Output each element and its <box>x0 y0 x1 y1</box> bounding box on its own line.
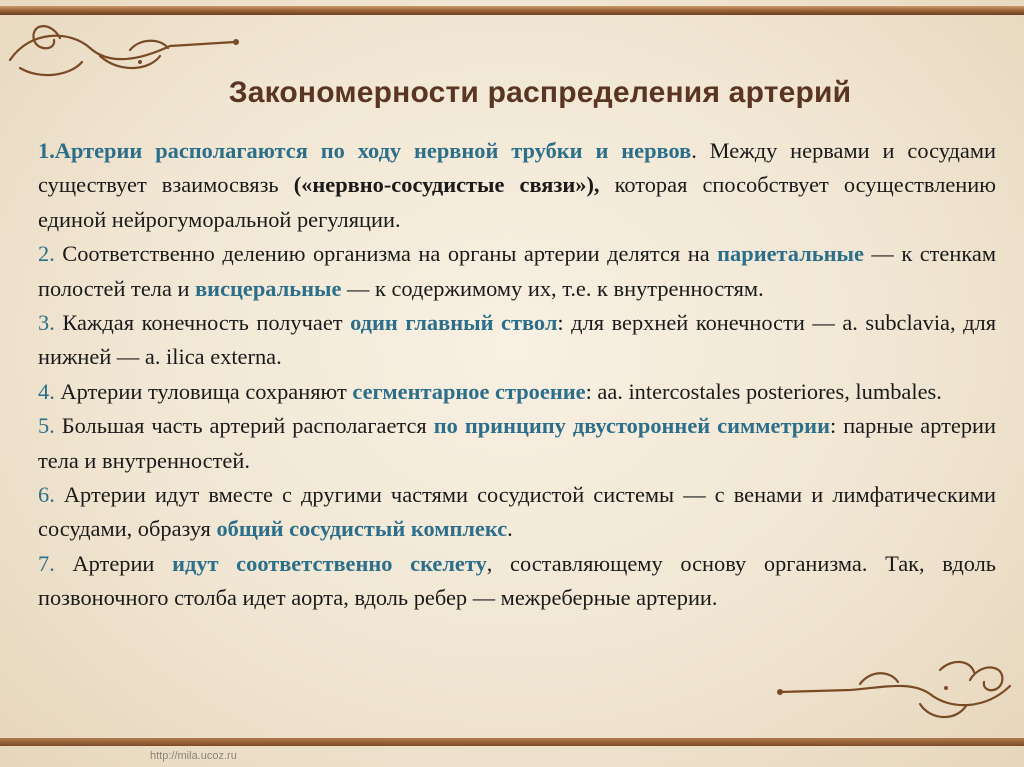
paragraph-number: 7. <box>38 550 55 576</box>
paragraph-number: 2. <box>38 241 55 267</box>
body-text: Соответственно делению организма на органы артерии делятся на <box>54 241 718 267</box>
paragraph-1 <box>38 134 996 237</box>
watermark-url: http://mila.ucoz.ru <box>150 750 237 762</box>
bold-text: («нервно-сосудистые связи»), <box>293 172 600 198</box>
highlight-text: один главный ствол <box>350 310 558 336</box>
highlight-text: общий сосудистый комплекс <box>216 516 508 542</box>
body-text: Артерии идут вместе с другими частями сосудистой системы — с венами и лимфатическими сосудами, образуя <box>38 482 996 542</box>
body-text: : aa. intercostales posteriores, lumbales. <box>585 378 942 404</box>
paragraph-number: 5. <box>38 413 55 439</box>
body-text: Артерии <box>54 550 173 576</box>
scroll-ornament-icon <box>770 640 1024 740</box>
body-text: — к стенкам полостей тела и <box>38 241 996 301</box>
body-text: которая способствует осуществлению единой нейрогуморальной регуляции. <box>38 172 996 232</box>
paragraph-3 <box>38 306 996 375</box>
body-text: , составляющему основу организма. Так, вдоль позвоночного столба идет аорта, вдоль ребер — межреберные артерии. <box>38 550 996 611</box>
paragraph-7 <box>38 547 996 616</box>
body-text: : для верхней конечности — a. subclavia, для нижней — a. ilica externa. <box>38 310 996 370</box>
slide-title: Закономерности распределения артерий <box>228 76 852 109</box>
highlight-text: Артерии располагаются по ходу нервной трубки и нервов <box>54 138 692 163</box>
paragraph-4 <box>38 375 996 409</box>
paragraph-2 <box>38 237 996 306</box>
highlight-text: висцеральные <box>195 275 342 301</box>
highlight-text: по принципу двусторонней симметрии <box>433 413 830 439</box>
body-text: — к содержимому их, т.е. к внутренностям. <box>341 275 764 301</box>
paragraph-number: 3. <box>38 310 55 336</box>
body-text: Артерии туловища сохраняют <box>54 378 353 404</box>
bottom-border-bar <box>0 738 1024 746</box>
paragraph-5 <box>38 409 996 478</box>
paragraph-number: 4. <box>38 378 55 404</box>
highlight-text: идут соответственно скелету <box>172 550 487 576</box>
body-text: . Между нервами и сосудами существует взаимосвязь <box>38 138 996 198</box>
paragraph-number: 6. <box>38 482 55 508</box>
body-text: . <box>507 516 513 542</box>
body-text: : парные артерии тела и внутренностей. <box>38 413 996 473</box>
body-text: Каждая конечность получает <box>54 310 351 336</box>
paragraph-6 <box>38 478 996 547</box>
highlight-text: париетальные <box>717 241 864 267</box>
body-text: Большая часть артерий располагается <box>54 413 434 439</box>
highlight-text: сегментарное строение <box>352 378 586 404</box>
slide-body <box>38 134 996 616</box>
paragraph-number: 1. <box>38 138 55 163</box>
